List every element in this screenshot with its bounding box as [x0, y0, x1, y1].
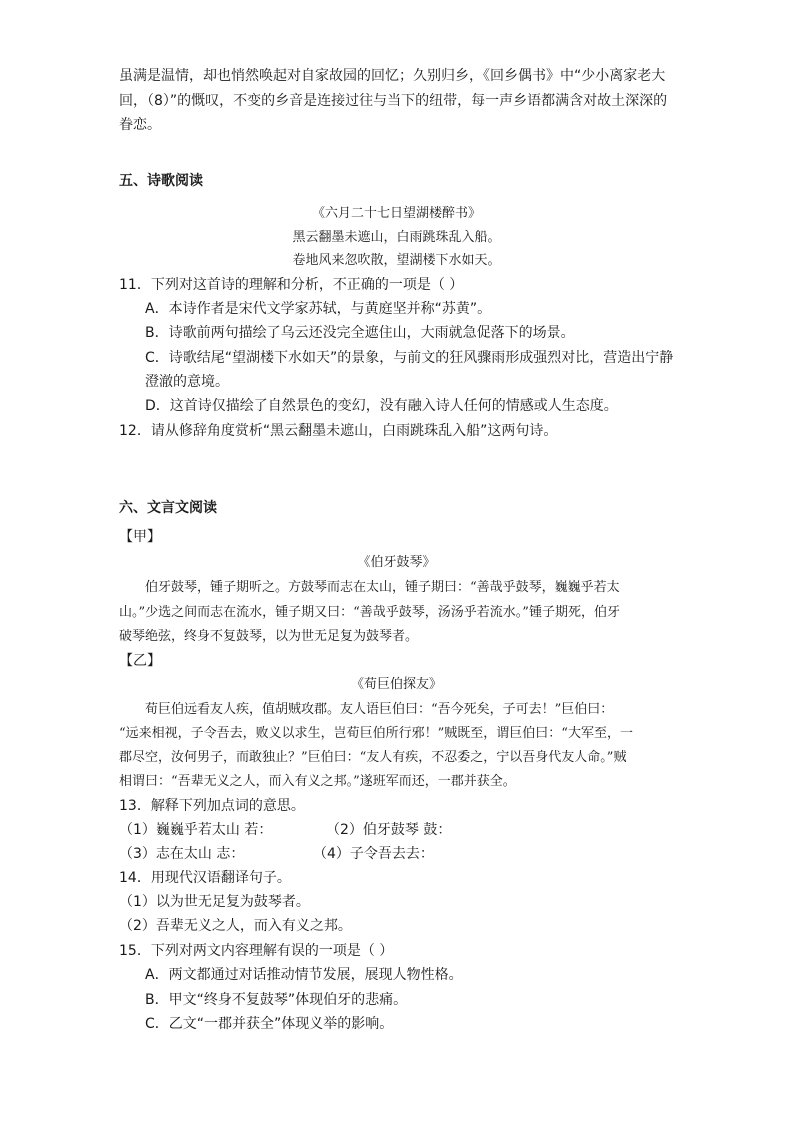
q15-option-c: C．乙文“一郡并获全”体现义举的影响。 [145, 1016, 394, 1032]
question-15: 15．下列对两文内容理解有误的一项是（ ） [119, 943, 394, 959]
q11-option-a: A．本诗作者是宋代文学家苏轼，与黄庭坚并称“苏黄”。 [145, 301, 492, 317]
intro-line-1: 虽满是温情，却也悄然唤起对自家故园的回忆；久别归乡，《回乡偶书》中“少小离家老大 [119, 68, 666, 84]
question-11: 11．下列对这首诗的理解和分析，不正确的一项是（ ） [119, 277, 464, 293]
passage-jia-line-2: 山。”少选之间而志在流水，锺子期又曰：“善哉乎鼓琴，汤汤乎若流水。”锺子期死，伯牙 [119, 605, 620, 620]
poem-line-2: 卷地风来忽吹散，望湖楼下水如天。 [292, 253, 501, 268]
q13-item-2: （2）伯牙鼓琴 鼓： [326, 822, 452, 838]
passage-yi-line-3: 郡尽空，汝何男子，而敢独止？”巨伯曰：“友人有疾，不忍委之，宁以吾身代友人命。”贼 [119, 750, 627, 765]
question-12: 12．请从修辞角度赏析“黑云翻墨未遮山，白雨跳珠乱入船”这两句诗。 [119, 423, 558, 439]
passage-yi-title: 《荀巨伯探友》 [350, 677, 442, 692]
q14-item-2: （2）吾辈无义之人，而入有义之邦。 [119, 918, 352, 934]
section-5-heading: 五、诗歌阅读 [119, 173, 203, 189]
q14-item-1: （1）以为世无足复为鼓琴者。 [119, 894, 310, 910]
poem-title: 《六月二十七日望湖楼醉书》 [311, 206, 481, 221]
intro-line-3: 眷恋。 [119, 117, 161, 133]
question-14: 14．用现代汉语翻译句子。 [119, 870, 291, 886]
intro-line-2: 回，（8）”的慨叹，不变的乡音是连接过往与当下的纽带，每一声乡语都满含对故土深深的 [119, 93, 668, 109]
poem-line-1: 黑云翻墨未遮山，白雨跳珠乱入船。 [292, 230, 501, 245]
passage-jia-title: 《伯牙鼓琴》 [357, 555, 436, 570]
q15-option-b: B．甲文“终身不复鼓琴”体现伯牙的悲痛。 [145, 992, 408, 1008]
question-13: 13．解释下列加点词的意思。 [119, 798, 305, 814]
passage-jia-label: 【甲】 [119, 529, 161, 545]
q13-item-4: （4）子令吾去去： [313, 846, 434, 862]
passage-yi-label: 【乙】 [119, 653, 161, 669]
section-6-heading: 六、文言文阅读 [119, 500, 217, 516]
q13-item-3: （3）志在太山 志： [119, 846, 245, 862]
q11-option-c-continued: 澄澈的意境。 [145, 374, 229, 390]
passage-yi-line-4: 相谓曰：“吾辈无义之人，而入有义之邦。”遂班军而还，一郡并获全。 [119, 774, 516, 789]
q15-option-a: A．两文都通过对话推动情节发展，展现人物性格。 [145, 967, 463, 983]
q11-option-d: D．这首诗仅描绘了自然景色的变幻，没有融入诗人任何的情感或人生态度。 [145, 398, 618, 414]
passage-yi-line-2: “远来相视，子令吾去，败义以求生，岂荀巨伯所行邪！”贼既至，谓巨伯曰：“大军至，一 [119, 726, 633, 741]
passage-jia-line-3: 破琴绝弦，终身不复鼓琴，以为世无足复为鼓琴者。 [119, 629, 419, 644]
q11-option-b: B．诗歌前两句描绘了乌云还没完全遮住山，大雨就急促落下的场景。 [145, 325, 575, 341]
q13-item-1: （1）巍巍乎若太山 若： [119, 822, 273, 838]
q11-option-c: C．诗歌结尾“望湖楼下水如天”的景象，与前文的狂风骤雨形成强烈对比，营造出宁静 [145, 350, 674, 366]
passage-yi-line-1: 荀巨伯远看友人疾，值胡贼攻郡。友人语巨伯曰：“吾今死矣，子可去！”巨伯曰： [145, 702, 614, 717]
passage-jia-line-1: 伯牙鼓琴，锺子期听之。方鼓琴而志在太山，锺子期曰：“善哉乎鼓琴，巍巍乎若太 [145, 580, 620, 595]
